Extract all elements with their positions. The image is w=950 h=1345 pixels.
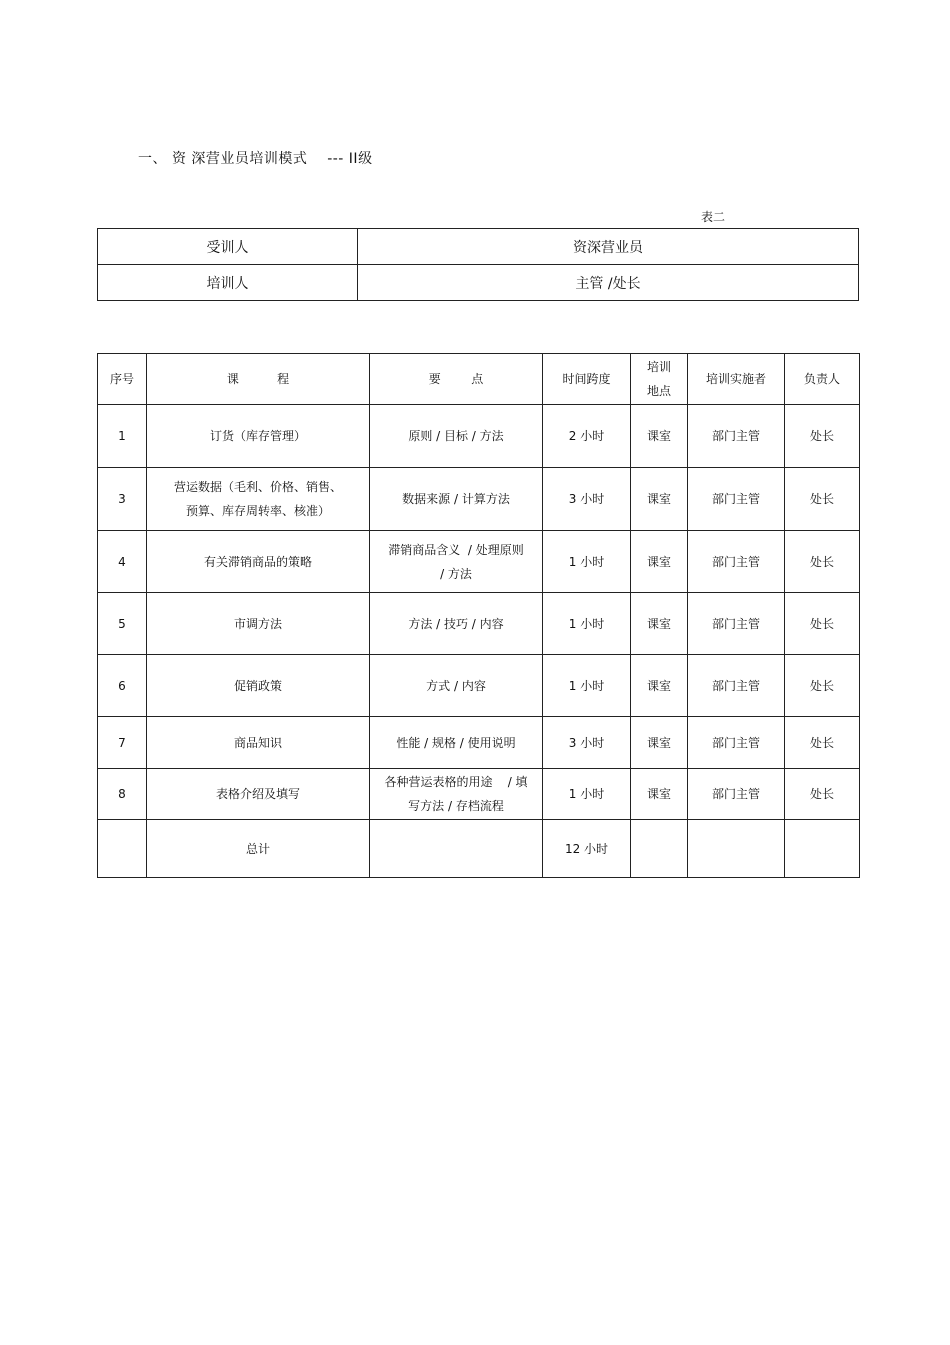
cell-seq: 4 bbox=[98, 531, 147, 593]
cell-owner: 处长 bbox=[785, 769, 860, 820]
cell-duration: 3 小时 bbox=[543, 468, 631, 531]
header-location-line2: 地点 bbox=[646, 384, 671, 398]
table-row bbox=[98, 531, 860, 593]
cell-seq: 1 bbox=[98, 405, 147, 468]
cell-points-line: / 方法 bbox=[440, 566, 472, 581]
cell-course bbox=[147, 717, 370, 769]
cell-owner: 处长 bbox=[785, 468, 860, 531]
cell-course bbox=[147, 405, 370, 468]
cell-course bbox=[147, 468, 370, 531]
cell-duration: 1 小时 bbox=[543, 593, 631, 655]
cell-implementer: 部门主管 bbox=[688, 405, 785, 468]
cell-course-line: 促销政策 bbox=[233, 678, 282, 693]
cell-course-line: 商品知识 bbox=[233, 735, 282, 750]
trainee-info-table bbox=[97, 228, 859, 301]
cell-owner bbox=[785, 820, 860, 878]
trainer-value: 主管 /处长 bbox=[358, 265, 859, 301]
cell-owner: 处长 bbox=[785, 531, 860, 593]
header-implementer: 培训实施者 bbox=[688, 354, 785, 405]
cell-points bbox=[370, 655, 543, 717]
cell-course bbox=[147, 655, 370, 717]
cell-points-line: 写方法 / 存档流程 bbox=[408, 799, 504, 813]
cell-points bbox=[370, 405, 543, 468]
cell-location bbox=[631, 820, 688, 878]
cell-course-line: 营运数据（毛利、价格、销售、 bbox=[173, 480, 342, 494]
cell-owner: 处长 bbox=[785, 593, 860, 655]
table-row bbox=[98, 265, 859, 301]
cell-course-line: 预算、库存周转率、核准） bbox=[185, 504, 330, 518]
cell-duration: 1 小时 bbox=[543, 531, 631, 593]
cell-points bbox=[370, 468, 543, 531]
cell-course bbox=[147, 531, 370, 593]
header-location bbox=[631, 354, 688, 405]
trainee-label: 受训人 bbox=[98, 229, 358, 265]
total-row bbox=[98, 820, 860, 878]
cell-course bbox=[147, 593, 370, 655]
cell-seq: 5 bbox=[98, 593, 147, 655]
table-row bbox=[98, 229, 859, 265]
cell-seq: 3 bbox=[98, 468, 147, 531]
trainer-label: 培训人 bbox=[98, 265, 358, 301]
header-duration: 时间跨度 bbox=[543, 354, 631, 405]
header-seq: 序号 bbox=[98, 354, 147, 405]
course-table bbox=[97, 353, 860, 878]
cell-implementer: 部门主管 bbox=[688, 655, 785, 717]
table-row bbox=[98, 769, 860, 820]
cell-implementer: 部门主管 bbox=[688, 593, 785, 655]
cell-course-line: 市调方法 bbox=[233, 616, 282, 631]
cell-implementer: 部门主管 bbox=[688, 769, 785, 820]
header-points: 要 点 bbox=[370, 354, 543, 405]
table-row bbox=[98, 593, 860, 655]
table-row bbox=[98, 468, 860, 531]
cell-location: 课室 bbox=[631, 405, 688, 468]
cell-points-line: 数据来源 / 计算方法 bbox=[402, 492, 510, 506]
cell-seq: 7 bbox=[98, 717, 147, 769]
cell-owner: 处长 bbox=[785, 717, 860, 769]
cell-implementer: 部门主管 bbox=[688, 531, 785, 593]
cell-seq: 8 bbox=[98, 769, 147, 820]
table-header-row bbox=[98, 354, 860, 405]
cell-points-line: 滞销商品含义 / 处理原则 bbox=[388, 542, 524, 557]
total-duration: 12 小时 bbox=[543, 820, 631, 878]
cell-course-line: 表格介绍及填写 bbox=[215, 787, 300, 801]
cell-location: 课室 bbox=[631, 717, 688, 769]
header-location-line1: 培训 bbox=[646, 360, 671, 374]
cell-seq bbox=[98, 820, 147, 878]
cell-points-line: 各种营运表格的用途 / 填 bbox=[384, 775, 528, 789]
cell-course-line: 有关滞销商品的策略 bbox=[203, 554, 312, 569]
cell-owner: 处长 bbox=[785, 405, 860, 468]
cell-location: 课室 bbox=[631, 769, 688, 820]
cell-course-line: 订货（库存管理） bbox=[209, 429, 306, 443]
cell-duration: 1 小时 bbox=[543, 655, 631, 717]
table-label: 表二 bbox=[701, 210, 726, 224]
cell-implementer: 部门主管 bbox=[688, 717, 785, 769]
page-heading: 一、 资 深营业员培训模式 --- II级 bbox=[138, 151, 373, 167]
header-course: 课 程 bbox=[147, 354, 370, 405]
cell-points bbox=[370, 769, 543, 820]
cell-implementer bbox=[688, 820, 785, 878]
cell-points-line: 方法 / 技巧 / 内容 bbox=[408, 616, 504, 631]
cell-duration: 2 小时 bbox=[543, 405, 631, 468]
cell-location: 课室 bbox=[631, 468, 688, 531]
total-label: 总计 bbox=[147, 820, 370, 878]
cell-implementer: 部门主管 bbox=[688, 468, 785, 531]
cell-duration: 1 小时 bbox=[543, 769, 631, 820]
cell-points-line: 性能 / 规格 / 使用说明 bbox=[396, 735, 516, 750]
table-row bbox=[98, 717, 860, 769]
table-row bbox=[98, 655, 860, 717]
cell-points bbox=[370, 820, 543, 878]
cell-points-line: 方式 / 内容 bbox=[426, 678, 486, 693]
cell-points-line: 原则 / 目标 / 方法 bbox=[408, 429, 504, 443]
cell-points bbox=[370, 593, 543, 655]
cell-location: 课室 bbox=[631, 531, 688, 593]
cell-seq: 6 bbox=[98, 655, 147, 717]
cell-location: 课室 bbox=[631, 593, 688, 655]
cell-course bbox=[147, 769, 370, 820]
cell-points bbox=[370, 717, 543, 769]
trainee-value: 资深营业员 bbox=[358, 229, 859, 265]
cell-owner: 处长 bbox=[785, 655, 860, 717]
table-row bbox=[98, 405, 860, 468]
cell-duration: 3 小时 bbox=[543, 717, 631, 769]
cell-location: 课室 bbox=[631, 655, 688, 717]
cell-points bbox=[370, 531, 543, 593]
header-owner: 负责人 bbox=[785, 354, 860, 405]
